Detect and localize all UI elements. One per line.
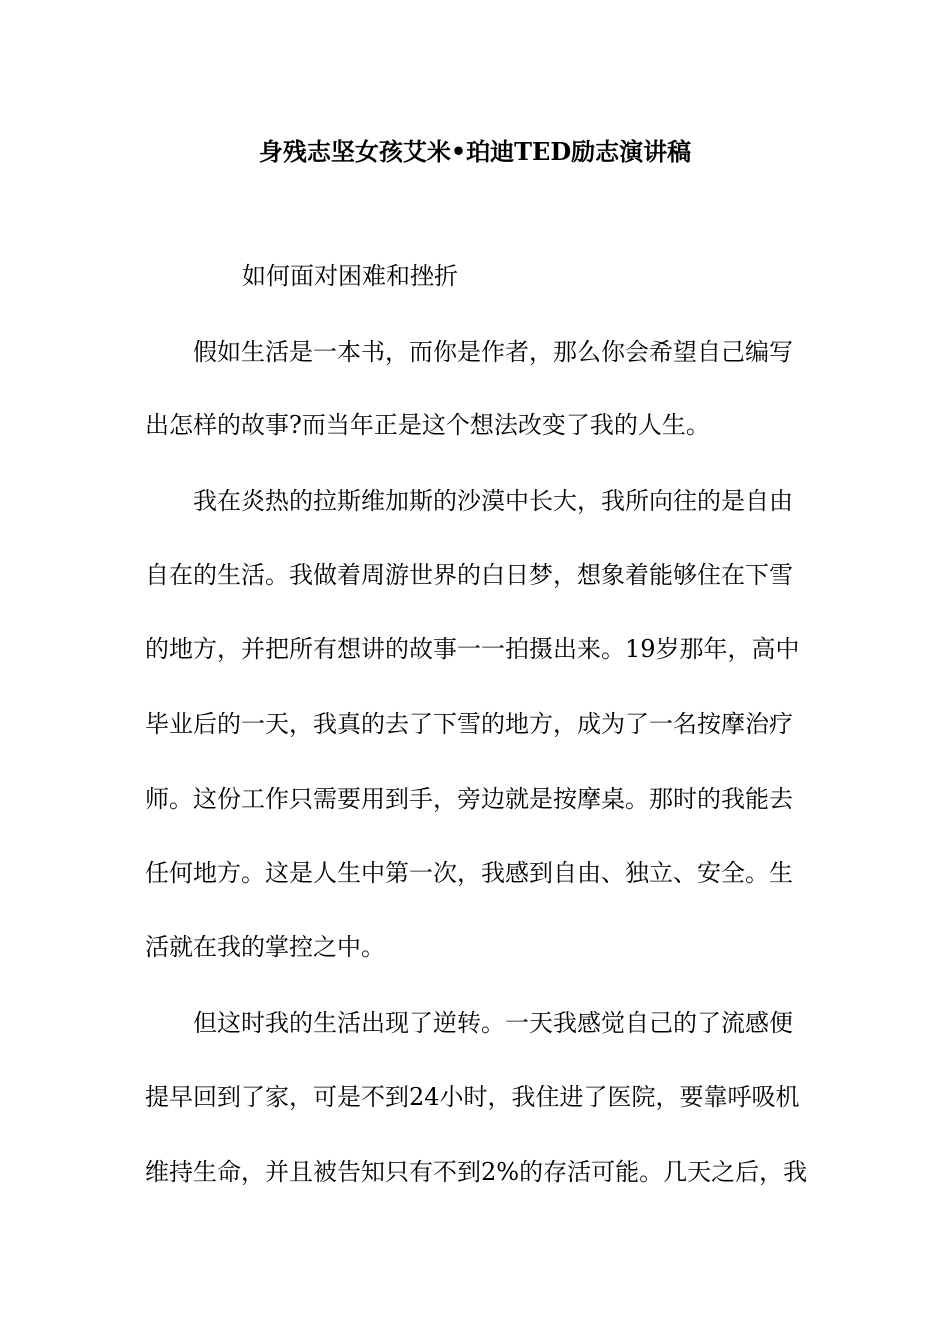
paragraph-line: 师。这份工作只需要用到手，旁边就是按摩桌。那时的我能去 bbox=[145, 785, 793, 813]
paragraph-line: 假如生活是一本书，而你是作者，那么你会希望自己编写 bbox=[193, 338, 793, 366]
paragraph-line: 的地方，并把所有想讲的故事一一拍摄出来。19岁那年，高中 bbox=[145, 635, 800, 663]
document-title: 身残志坚女孩艾米•珀迪TED励志演讲稿 bbox=[258, 137, 692, 166]
paragraph-line: 我在炎热的拉斯维加斯的沙漠中长大，我所向往的是自由 bbox=[193, 487, 793, 515]
paragraph-line: 自在的生活。我做着周游世界的白日梦，想象着能够住在下雪 bbox=[145, 561, 793, 589]
paragraph-line: 出怎样的故事?而当年正是这个想法改变了我的人生。 bbox=[145, 411, 710, 439]
section-subheading: 如何面对困难和挫折 bbox=[242, 262, 458, 290]
paragraph-line: 提早回到了家，可是不到24小时，我住进了医院，要靠呼吸机 bbox=[145, 1083, 800, 1111]
paragraph-line: 维持生命，并且被告知只有不到2%的存活可能。几天之后，我 bbox=[145, 1158, 807, 1186]
paragraph-line: 任何地方。这是人生中第一次，我感到自由、独立、安全。生 bbox=[145, 859, 793, 887]
paragraph-line: 毕业后的一天，我真的去了下雪的地方，成为了一名按摩治疗 bbox=[145, 710, 793, 738]
paragraph-line: 活就在我的掌控之中。 bbox=[145, 933, 385, 961]
paragraph-line: 但这时我的生活出现了逆转。一天我感觉自己的了流感便 bbox=[193, 1009, 793, 1037]
